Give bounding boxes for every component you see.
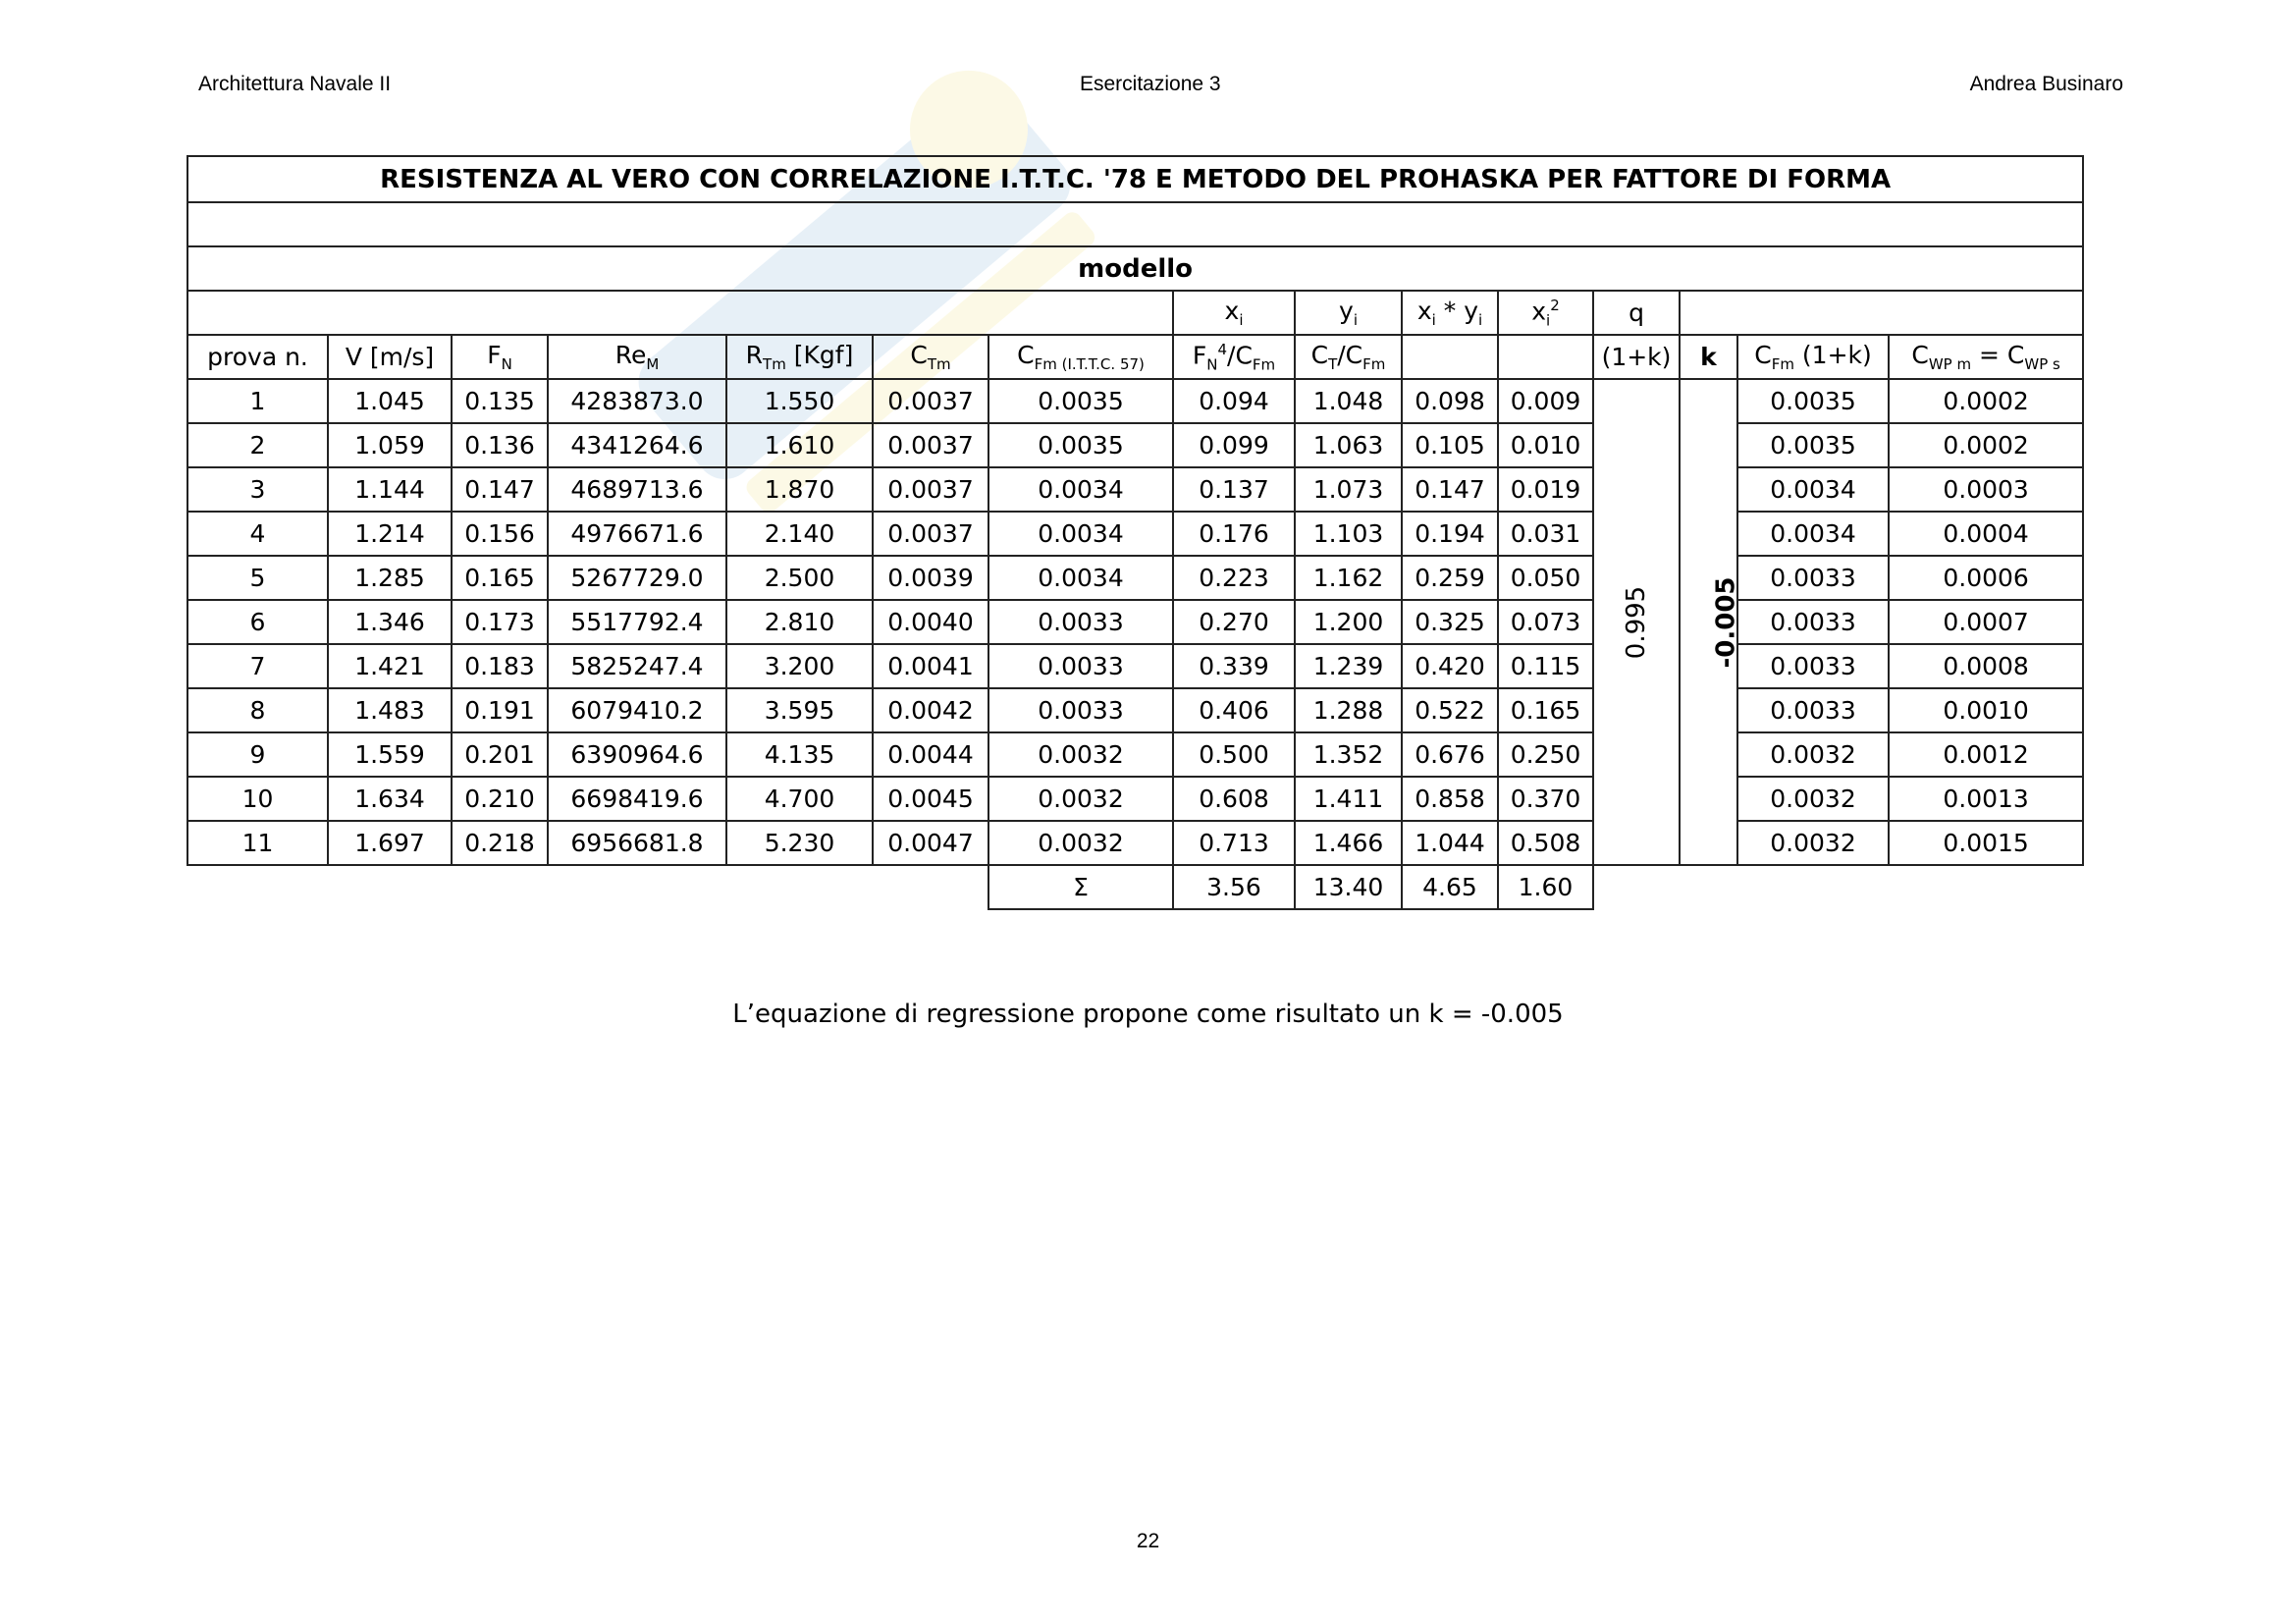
col-yi-formula: $C_T/C_{Fm}$ bbox=[1295, 335, 1402, 379]
col-cfm: $C_{Fm (I.T.T.C. 57)}$ bbox=[988, 335, 1173, 379]
table-cell: 0.0004 bbox=[1889, 512, 2083, 556]
table-cell: 1.239 bbox=[1295, 644, 1402, 688]
table-cell: 10 bbox=[187, 777, 328, 821]
table-cell: 0.0032 bbox=[1737, 777, 1889, 821]
table-cell: 1.048 bbox=[1295, 379, 1402, 423]
table-cell: 4341264.6 bbox=[548, 423, 726, 467]
table-cell: 1.346 bbox=[328, 600, 452, 644]
table-cell: 0.0034 bbox=[988, 556, 1173, 600]
table-row bbox=[187, 423, 2083, 467]
top-header-xi2: $x_i^2$ bbox=[1498, 291, 1593, 335]
table-cell: 1.870 bbox=[726, 467, 873, 512]
table-cell: 1 bbox=[187, 379, 328, 423]
table-cell: 0.0033 bbox=[1737, 688, 1889, 732]
table-cell: 9 bbox=[187, 732, 328, 777]
table-cell: 0.0002 bbox=[1889, 379, 2083, 423]
table-cell: 0.0013 bbox=[1889, 777, 2083, 821]
col-prova: prova n. bbox=[187, 335, 328, 379]
table-cell: 5267729.0 bbox=[548, 556, 726, 600]
table-cell: 0.0003 bbox=[1889, 467, 2083, 512]
col-one-plus-k: (1+k) bbox=[1593, 335, 1680, 379]
top-header-yi: $y_i$ bbox=[1295, 291, 1402, 335]
table-cell: 0.250 bbox=[1498, 732, 1593, 777]
table-cell: 0.098 bbox=[1402, 379, 1498, 423]
table-cell: 0.0034 bbox=[1737, 467, 1889, 512]
sum-xi2: 1.60 bbox=[1498, 865, 1593, 909]
table-cell: 5.230 bbox=[726, 821, 873, 865]
table-cell: 6390964.6 bbox=[548, 732, 726, 777]
table-cell: 4.700 bbox=[726, 777, 873, 821]
table-cell: 0.0041 bbox=[873, 644, 988, 688]
sum-row bbox=[187, 865, 2083, 909]
table-cell: 0.0047 bbox=[873, 821, 988, 865]
table-cell: 0.0032 bbox=[988, 732, 1173, 777]
table-cell: 0.500 bbox=[1173, 732, 1295, 777]
header-author: Andrea Businaro bbox=[1969, 73, 2123, 95]
table-cell: 0.019 bbox=[1498, 467, 1593, 512]
table-cell: 1.411 bbox=[1295, 777, 1402, 821]
table-cell: 0.0033 bbox=[1737, 556, 1889, 600]
table-row bbox=[187, 379, 2083, 423]
table-cell: 1.059 bbox=[328, 423, 452, 467]
table-cell: 0.0033 bbox=[988, 644, 1173, 688]
table-cell: 6698419.6 bbox=[548, 777, 726, 821]
table-cell: 3.200 bbox=[726, 644, 873, 688]
table-cell: 0.0033 bbox=[988, 600, 1173, 644]
q-value: 0.995 bbox=[1622, 585, 1651, 659]
header-exercise-title: Esercitazione 3 bbox=[1080, 73, 1221, 95]
table-cell: 0.031 bbox=[1498, 512, 1593, 556]
header-course-title: Architettura Navale II bbox=[198, 73, 392, 95]
table-cell: 3 bbox=[187, 467, 328, 512]
table-cell: 0.0007 bbox=[1889, 600, 2083, 644]
sum-yi: 13.40 bbox=[1295, 865, 1402, 909]
table-cell: 1.200 bbox=[1295, 600, 1402, 644]
table-cell: 3.595 bbox=[726, 688, 873, 732]
table-cell: 1.044 bbox=[1402, 821, 1498, 865]
table-cell: 2.810 bbox=[726, 600, 873, 644]
table-cell: 0.165 bbox=[1498, 688, 1593, 732]
table-cell: 0.0037 bbox=[873, 467, 988, 512]
table-cell: 4283873.0 bbox=[548, 379, 726, 423]
table-cell: 1.214 bbox=[328, 512, 452, 556]
col-xi-formula: $F_N^4/C_{Fm}$ bbox=[1173, 335, 1295, 379]
table-cell: 0.0033 bbox=[1737, 600, 1889, 644]
table-cell: 0.0044 bbox=[873, 732, 988, 777]
table-cell: 0.176 bbox=[1173, 512, 1295, 556]
table-cell: 0.0008 bbox=[1889, 644, 2083, 688]
table-cell: 0.0032 bbox=[988, 777, 1173, 821]
table-cell: 0.165 bbox=[452, 556, 548, 600]
table-cell: 0.073 bbox=[1498, 600, 1593, 644]
blank-row bbox=[187, 202, 2083, 246]
table-cell: 0.0042 bbox=[873, 688, 988, 732]
col-ctm: $C_{Tm}$ bbox=[873, 335, 988, 379]
table-cell: 0.0035 bbox=[988, 423, 1173, 467]
table-cell: 0.0015 bbox=[1889, 821, 2083, 865]
table-cell: 0.0039 bbox=[873, 556, 988, 600]
table-cell: 8 bbox=[187, 688, 328, 732]
col-rtm: $R_{Tm}$ [Kgf] bbox=[726, 335, 873, 379]
page-number: 22 bbox=[1136, 1530, 1160, 1552]
table-cell: 2.140 bbox=[726, 512, 873, 556]
table-cell: 0.210 bbox=[452, 777, 548, 821]
col-velocity: V [m/s] bbox=[328, 335, 452, 379]
top-header-spacer bbox=[187, 291, 1173, 335]
table-cell: 2 bbox=[187, 423, 328, 467]
table-cell: 0.0040 bbox=[873, 600, 988, 644]
table-cell: 0.0034 bbox=[988, 467, 1173, 512]
table-cell: 0.115 bbox=[1498, 644, 1593, 688]
table-cell: 4689713.6 bbox=[548, 467, 726, 512]
q-value-cell bbox=[1593, 379, 1680, 865]
table-cell: 6956681.8 bbox=[548, 821, 726, 865]
table-cell: 1.697 bbox=[328, 821, 452, 865]
table-cell: 0.0037 bbox=[873, 512, 988, 556]
table-cell: 0.0006 bbox=[1889, 556, 2083, 600]
table-cell: 5825247.4 bbox=[548, 644, 726, 688]
table-cell: 1.421 bbox=[328, 644, 452, 688]
resistance-table bbox=[187, 155, 2084, 910]
top-header-xi: $x_i$ bbox=[1173, 291, 1295, 335]
table-cell: 0.050 bbox=[1498, 556, 1593, 600]
table-cell: 2.500 bbox=[726, 556, 873, 600]
table-cell: 4976671.6 bbox=[548, 512, 726, 556]
col-cwp: $C_{WP m} = C_{WP s}$ bbox=[1889, 335, 2083, 379]
col-cfm-1k: $C_{Fm}$ (1+k) bbox=[1737, 335, 1889, 379]
table-row bbox=[187, 821, 2083, 865]
col-k: k bbox=[1680, 335, 1737, 379]
table-cell: 0.0034 bbox=[988, 512, 1173, 556]
table-cell: 0.173 bbox=[452, 600, 548, 644]
table-row bbox=[187, 688, 2083, 732]
table-cell: 0.676 bbox=[1402, 732, 1498, 777]
table-cell: 0.713 bbox=[1173, 821, 1295, 865]
table-cell: 1.610 bbox=[726, 423, 873, 467]
table-cell: 0.0035 bbox=[1737, 379, 1889, 423]
table-cell: 0.259 bbox=[1402, 556, 1498, 600]
top-header-row bbox=[187, 291, 2083, 335]
column-header-row bbox=[187, 335, 2083, 379]
table-cell: 0.608 bbox=[1173, 777, 1295, 821]
table-cell: 0.137 bbox=[1173, 467, 1295, 512]
table-cell: 0.0037 bbox=[873, 423, 988, 467]
table-cell: 0.223 bbox=[1173, 556, 1295, 600]
sum-symbol: Σ bbox=[988, 865, 1173, 909]
table-cell: 5 bbox=[187, 556, 328, 600]
regression-result-text: L’equazione di regressione propone come risultato un k = -0.005 bbox=[732, 1000, 1564, 1029]
table-cell: 0.105 bbox=[1402, 423, 1498, 467]
table-cell: 0.094 bbox=[1173, 379, 1295, 423]
table-cell: 0.0032 bbox=[988, 821, 1173, 865]
table-cell: 0.156 bbox=[452, 512, 548, 556]
table-cell: 1.144 bbox=[328, 467, 452, 512]
table-cell: 4 bbox=[187, 512, 328, 556]
col-froude: $F_N$ bbox=[452, 335, 548, 379]
table-cell: 1.288 bbox=[1295, 688, 1402, 732]
table-cell: 0.147 bbox=[452, 467, 548, 512]
table-cell: 0.194 bbox=[1402, 512, 1498, 556]
table-cell: 1.483 bbox=[328, 688, 452, 732]
top-header-xiyi: $x_i * y_i$ bbox=[1402, 291, 1498, 335]
table-cell: 0.010 bbox=[1498, 423, 1593, 467]
table-cell: 0.135 bbox=[452, 379, 548, 423]
table-cell: 1.634 bbox=[328, 777, 452, 821]
col-xiyi-blank bbox=[1402, 335, 1498, 379]
table-cell: 0.136 bbox=[452, 423, 548, 467]
table-cell: 0.191 bbox=[452, 688, 548, 732]
table-cell: 0.508 bbox=[1498, 821, 1593, 865]
table-cell: 11 bbox=[187, 821, 328, 865]
table-cell: 0.0032 bbox=[1737, 732, 1889, 777]
table-cell: 1.466 bbox=[1295, 821, 1402, 865]
table-row bbox=[187, 777, 2083, 821]
table-cell: 1.559 bbox=[328, 732, 452, 777]
sum-xi: 3.56 bbox=[1173, 865, 1295, 909]
table-cell: 1.103 bbox=[1295, 512, 1402, 556]
table-cell: 0.270 bbox=[1173, 600, 1295, 644]
table-cell: 0.0035 bbox=[988, 379, 1173, 423]
table-cell: 0.420 bbox=[1402, 644, 1498, 688]
table-row bbox=[187, 512, 2083, 556]
table-cell: 6079410.2 bbox=[548, 688, 726, 732]
table-row bbox=[187, 467, 2083, 512]
table-cell: 0.0002 bbox=[1889, 423, 2083, 467]
table-cell: 1.162 bbox=[1295, 556, 1402, 600]
table-cell: 1.073 bbox=[1295, 467, 1402, 512]
top-header-q: q bbox=[1593, 291, 1680, 335]
k-value-cell bbox=[1680, 379, 1741, 865]
table-cell: 0.0012 bbox=[1889, 732, 2083, 777]
table-row bbox=[187, 644, 2083, 688]
table-row bbox=[187, 556, 2083, 600]
table-cell: 1.063 bbox=[1295, 423, 1402, 467]
table-cell: 6 bbox=[187, 600, 328, 644]
table-cell: 0.406 bbox=[1173, 688, 1295, 732]
table-cell: 0.0035 bbox=[1737, 423, 1889, 467]
table-cell: 0.0032 bbox=[1737, 821, 1889, 865]
top-header-right-spacer bbox=[1680, 291, 2083, 335]
k-value: -0.005 bbox=[1711, 575, 1741, 669]
table-cell: 1.550 bbox=[726, 379, 873, 423]
table-title: RESISTENZA AL VERO CON CORRELAZIONE I.T.T.C. '78 E METODO DEL PROHASKA PER FATTORE DI FORMA bbox=[187, 156, 2083, 202]
table-cell: 0.009 bbox=[1498, 379, 1593, 423]
sum-xiyi: 4.65 bbox=[1402, 865, 1498, 909]
col-xi2-blank bbox=[1498, 335, 1593, 379]
table-cell: 0.0010 bbox=[1889, 688, 2083, 732]
table-cell: 0.0033 bbox=[1737, 644, 1889, 688]
table-row bbox=[187, 600, 2083, 644]
table-cell: 0.0045 bbox=[873, 777, 988, 821]
table-cell: 0.325 bbox=[1402, 600, 1498, 644]
table-cell: 0.370 bbox=[1498, 777, 1593, 821]
table-cell: 0.147 bbox=[1402, 467, 1498, 512]
table-cell: 0.099 bbox=[1173, 423, 1295, 467]
table-row bbox=[187, 732, 2083, 777]
section-label: modello bbox=[187, 246, 2083, 291]
sum-right-spacer bbox=[1593, 865, 2083, 909]
table-cell: 7 bbox=[187, 644, 328, 688]
table-cell: 4.135 bbox=[726, 732, 873, 777]
table-cell: 0.201 bbox=[452, 732, 548, 777]
table-cell: 1.285 bbox=[328, 556, 452, 600]
col-reynolds: $Re_M$ bbox=[548, 335, 726, 379]
table-cell: 0.0037 bbox=[873, 379, 988, 423]
table-cell: 0.183 bbox=[452, 644, 548, 688]
table-cell: 1.045 bbox=[328, 379, 452, 423]
table-cell: 0.0033 bbox=[988, 688, 1173, 732]
table-cell: 5517792.4 bbox=[548, 600, 726, 644]
table-cell: 0.858 bbox=[1402, 777, 1498, 821]
table-cell: 0.0034 bbox=[1737, 512, 1889, 556]
table-cell: 0.522 bbox=[1402, 688, 1498, 732]
table-cell: 0.218 bbox=[452, 821, 548, 865]
sum-spacer bbox=[187, 865, 988, 909]
table-cell: 1.352 bbox=[1295, 732, 1402, 777]
table-cell: 0.339 bbox=[1173, 644, 1295, 688]
